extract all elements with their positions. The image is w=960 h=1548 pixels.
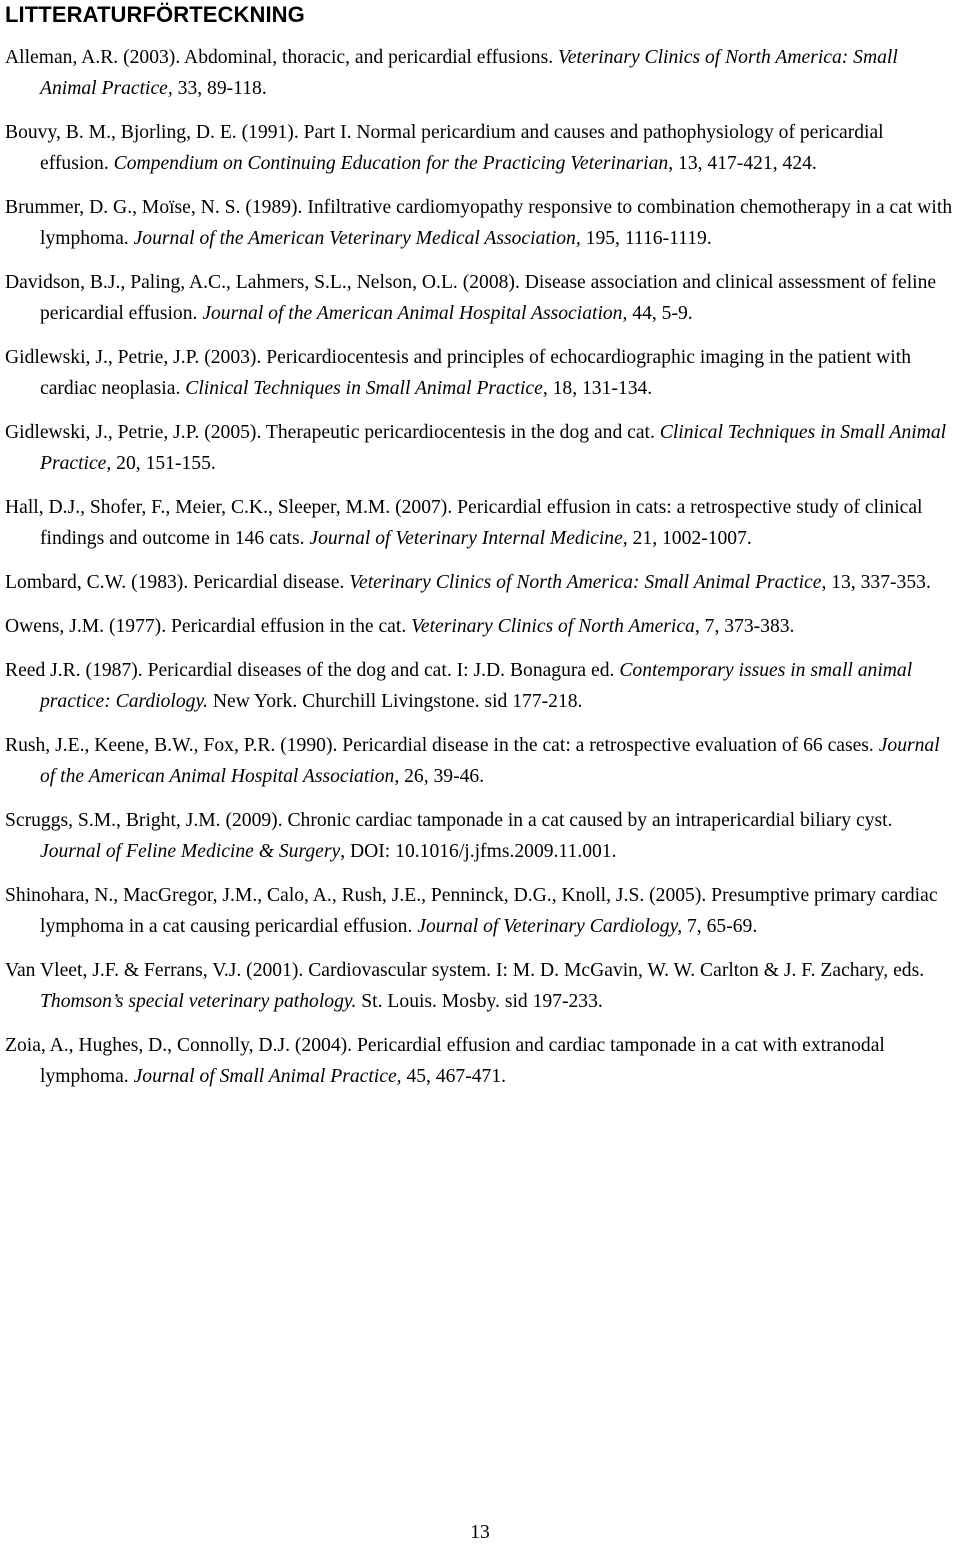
reference-item: [5, 805, 955, 867]
reference-details: 20, 151-155.: [111, 453, 216, 474]
reference-journal: Journal of the American Animal Hospital Association,: [202, 303, 628, 324]
reference-text: Hall, D.J., Shofer, F., Meier, C.K., Sleeper, M.M. (2007). Pericardial effusion in cats: a retrospective study of clinical findings and outcome in 146 cats.: [5, 497, 923, 549]
reference-text: Gidlewski, J., Petrie, J.P. (2003). Pericardiocentesis and principles of echocardiographic imaging in the patient with cardiac neoplasia.: [5, 347, 911, 399]
reference-item: [5, 42, 955, 104]
reference-details: 13, 337-353.: [826, 572, 931, 593]
reference-details: , DOI: 10.1016/j.jfms.2009.11.001.: [340, 841, 617, 862]
reference-item: [5, 1030, 955, 1092]
reference-item: [5, 117, 955, 179]
reference-journal: Clinical Techniques in Small Animal Practice,: [40, 422, 947, 474]
reference-details: 33, 89-118.: [172, 78, 267, 99]
reference-details: 26, 39-46.: [399, 766, 485, 787]
reference-item: [5, 611, 955, 642]
reference-text: Lombard, C.W. (1983). Pericardial disease.: [5, 572, 350, 593]
reference-journal: Journal of Veterinary Cardiology,: [417, 916, 683, 937]
reference-journal: Veterinary Clinics of North America: [411, 616, 695, 637]
reference-text: Brummer, D. G., Moïse, N. S. (1989). Infiltrative cardiomyopathy responsive to combination chemotherapy in a cat with lymphoma.: [5, 197, 953, 249]
reference-journal: Veterinary Clinics of North America: Small Animal Practice,: [349, 572, 827, 593]
reference-details: 45, 467-471.: [401, 1066, 507, 1087]
reference-text: Van Vleet, J.F. & Ferrans, V.J. (2001). Cardiovascular system. I: M. D. McGavin, W. W. Carlton & J. F. Zachary, eds.: [5, 960, 925, 981]
reference-text: Reed J.R. (1987). Pericardial diseases of the dog and cat. I: J.D. Bonagura ed.: [5, 660, 620, 681]
reference-journal: Compendium on Continuing Education for the Practicing Veterinarian,: [113, 153, 674, 174]
reference-journal: Journal of the American Animal Hospital Association,: [40, 735, 940, 787]
reference-details: 44, 5-9.: [627, 303, 693, 324]
reference-journal: Contemporary issues in small animal practice: Cardiology.: [40, 660, 913, 712]
reference-item: [5, 192, 955, 254]
reference-item: [5, 567, 955, 598]
reference-text: Owens, J.M. (1977). Pericardial effusion in the cat.: [5, 616, 412, 637]
reference-text: Shinohara, N., MacGregor, J.M., Calo, A., Rush, J.E., Penninck, D.G., Knoll, J.S. (2005). Presumptive primary cardiac lymphoma in a cat causing pericardial effusion.: [5, 885, 938, 937]
reference-journal: Journal of Veterinary Internal Medicine,: [309, 528, 628, 549]
reference-journal: Clinical Techniques in Small Animal Practice: [185, 378, 543, 399]
reference-text: Davidson, B.J., Paling, A.C., Lahmers, S.L., Nelson, O.L. (2008). Disease association and clinical assessment of feline pericardial effusion.: [5, 272, 937, 324]
reference-text: Alleman, A.R. (2003). Abdominal, thoracic, and pericardial effusions.: [5, 47, 559, 68]
page-heading: LITTERATURFÖRTECKNING: [5, 2, 305, 27]
reference-journal: Thomson’s special veterinary pathology.: [40, 991, 357, 1012]
reference-details: St. Louis. Mosby. sid 197-233.: [356, 991, 603, 1012]
reference-text: Gidlewski, J., Petrie, J.P. (2005). Therapeutic pericardiocentesis in the dog and cat.: [5, 422, 660, 443]
reference-journal: Journal of Feline Medicine & Surgery: [40, 841, 341, 862]
reference-details: 195, 1116-1119.: [580, 228, 712, 249]
reference-details: , 7, 373-383.: [694, 616, 795, 637]
reference-journal: Journal of Small Animal Practice,: [133, 1066, 402, 1087]
reference-text: Rush, J.E., Keene, B.W., Fox, P.R. (1990). Pericardial disease in the cat: a retrospective evaluation of 66 cases.: [5, 735, 879, 756]
reference-list: [5, 42, 955, 1105]
reference-item: [5, 655, 955, 717]
reference-text: Zoia, A., Hughes, D., Connolly, D.J. (2004). Pericardial effusion and cardiac tamponade in a cat with extranodal lymphoma.: [5, 1035, 885, 1087]
reference-text: Bouvy, B. M., Bjorling, D. E. (1991). Part I. Normal pericardium and causes and pathophysiology of pericardial effusion.: [5, 122, 884, 174]
reference-item: [5, 955, 955, 1017]
reference-details: 21, 1002-1007.: [627, 528, 752, 549]
reference-item: [5, 730, 955, 792]
reference-item: [5, 417, 955, 479]
reference-item: [5, 342, 955, 404]
reference-item: [5, 492, 955, 554]
reference-text: Scruggs, S.M., Bright, J.M. (2009). Chronic cardiac tamponade in a cat caused by an intrapericardial biliary cyst.: [5, 810, 893, 831]
reference-details: New York. Churchill Livingstone. sid 177-218.: [207, 691, 583, 712]
reference-journal: Journal of the American Veterinary Medical Association,: [133, 228, 581, 249]
reference-item: [5, 267, 955, 329]
reference-item: [5, 880, 955, 942]
page-number: 13: [470, 1522, 490, 1543]
reference-details: 13, 417-421, 424.: [673, 153, 817, 174]
reference-details: 7, 65-69.: [682, 916, 758, 937]
reference-details: , 18, 131-134.: [542, 378, 653, 399]
reference-journal: Veterinary Clinics of North America: Small Animal Practice,: [40, 47, 898, 99]
